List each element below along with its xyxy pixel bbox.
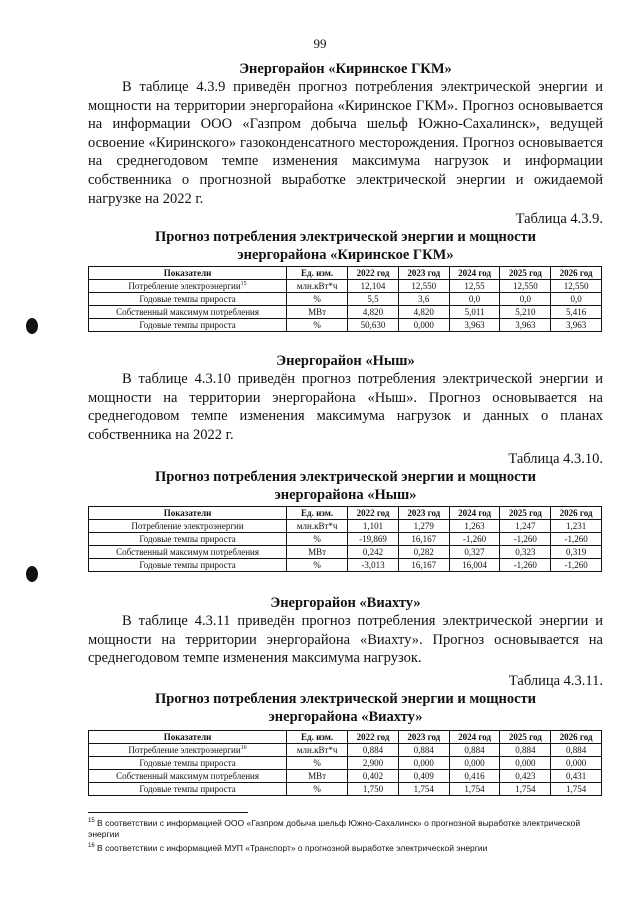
value-cell: 12,550 bbox=[500, 280, 551, 293]
value-cell: -1,260 bbox=[551, 533, 602, 546]
row-label-cell bbox=[89, 744, 287, 757]
value-cell: 3,963 bbox=[551, 319, 602, 332]
table-number: Таблица 4.3.10. bbox=[508, 451, 603, 467]
row-label: Годовые темпы прироста bbox=[139, 320, 236, 330]
value-cell: -19,869 bbox=[348, 533, 399, 546]
table-row bbox=[89, 319, 602, 332]
row-label-cell bbox=[89, 559, 287, 572]
row-label-cell bbox=[89, 770, 287, 783]
column-header: 2023 год bbox=[398, 507, 449, 520]
value-cell: 0,0 bbox=[500, 293, 551, 306]
column-header: 2022 год bbox=[348, 267, 399, 280]
column-header: 2023 год bbox=[398, 267, 449, 280]
value-cell: 16,167 bbox=[398, 559, 449, 572]
column-header: 2026 год bbox=[551, 731, 602, 744]
value-cell: 1,279 bbox=[398, 520, 449, 533]
row-label-cell bbox=[89, 306, 287, 319]
value-cell: 12,550 bbox=[551, 280, 602, 293]
section-paragraph: В таблице 4.3.10 приведён прогноз потребления электрической энергии и мощности на территории энергорайона «Ныш». Прогноз основывается на среднегодовом темпе изменения максимума нагрузок и данных о планах собственника на 2022 г. bbox=[88, 371, 603, 443]
section-paragraph: В таблице 4.3.11 приведён прогноз потребления электрической энергии и мощности на территории энергорайона «Виахту». Прогноз основывается на среднегодовом темпе изменения максимума нагрузок. bbox=[88, 613, 603, 667]
column-header: 2024 год bbox=[449, 731, 500, 744]
value-cell: 0,319 bbox=[551, 546, 602, 559]
table-row bbox=[89, 293, 602, 306]
row-label: Потребление электроэнергии bbox=[131, 521, 244, 531]
unit-cell: % bbox=[287, 757, 348, 770]
page-number: 99 bbox=[313, 36, 327, 51]
column-header: Ед. изм. bbox=[287, 267, 348, 280]
section-nysh bbox=[88, 352, 603, 444]
value-cell: 0,000 bbox=[449, 757, 500, 770]
table-number: Таблица 4.3.11. bbox=[508, 673, 603, 689]
value-cell: 1,263 bbox=[449, 520, 500, 533]
column-header: 2023 год bbox=[398, 731, 449, 744]
row-label: Годовые темпы прироста bbox=[139, 294, 236, 304]
column-header: Показатели bbox=[89, 267, 287, 280]
column-header: Показатели bbox=[89, 731, 287, 744]
table-caption-4-3-10 bbox=[88, 450, 603, 504]
row-label: Собственный максимум потребления bbox=[116, 547, 259, 557]
column-header: 2025 год bbox=[500, 507, 551, 520]
table-row bbox=[89, 783, 602, 796]
unit-cell: МВт bbox=[287, 306, 348, 319]
value-cell: 3,963 bbox=[500, 319, 551, 332]
table-row bbox=[89, 280, 602, 293]
table-row bbox=[89, 533, 602, 546]
value-cell: -3,013 bbox=[348, 559, 399, 572]
hole-punch-mark bbox=[26, 566, 38, 582]
value-cell: 12,550 bbox=[398, 280, 449, 293]
table-caption-4-3-11 bbox=[88, 672, 603, 726]
value-cell: 50,630 bbox=[348, 319, 399, 332]
unit-cell: МВт bbox=[287, 546, 348, 559]
value-cell: 0,402 bbox=[348, 770, 399, 783]
value-cell: 1,754 bbox=[398, 783, 449, 796]
value-cell: 5,416 bbox=[551, 306, 602, 319]
row-label: Годовые темпы прироста bbox=[139, 758, 236, 768]
column-header: 2022 год bbox=[348, 731, 399, 744]
column-header: 2025 год bbox=[500, 267, 551, 280]
row-label: Собственный максимум потребления bbox=[116, 771, 259, 781]
value-cell: 16,004 bbox=[449, 559, 500, 572]
value-cell: -1,260 bbox=[500, 559, 551, 572]
table-number: Таблица 4.3.9. bbox=[515, 211, 603, 227]
value-cell: 3,6 bbox=[398, 293, 449, 306]
row-label-cell bbox=[89, 280, 287, 293]
forecast-table-viakhtu bbox=[88, 730, 602, 796]
value-cell: 0,323 bbox=[500, 546, 551, 559]
row-label-cell bbox=[89, 546, 287, 559]
value-cell: 0,327 bbox=[449, 546, 500, 559]
footnote-mark: 15 bbox=[88, 818, 95, 825]
row-label-cell bbox=[89, 757, 287, 770]
value-cell: 1,247 bbox=[500, 520, 551, 533]
value-cell: -1,260 bbox=[551, 559, 602, 572]
value-cell: 0,431 bbox=[551, 770, 602, 783]
table-title-line1: Прогноз потребления электрической энергии и мощности bbox=[154, 229, 537, 245]
section-kirinskoe bbox=[88, 60, 603, 208]
footnote-text: В соответствии с информацией МУП «Транспорт» о прогнозной выработке электрической энергии bbox=[94, 843, 488, 853]
footnote-divider bbox=[88, 812, 248, 813]
column-header: 2026 год bbox=[551, 507, 602, 520]
unit-cell: млн.кВт*ч bbox=[287, 280, 348, 293]
value-cell: 0,884 bbox=[449, 744, 500, 757]
value-cell: 0,000 bbox=[551, 757, 602, 770]
column-header: Ед. изм. bbox=[287, 507, 348, 520]
value-cell: 4,820 bbox=[348, 306, 399, 319]
value-cell: 3,963 bbox=[449, 319, 500, 332]
table-header-row bbox=[89, 267, 602, 280]
table-header-row bbox=[89, 731, 602, 744]
column-header: 2024 год bbox=[449, 507, 500, 520]
section-viakhtu bbox=[88, 594, 603, 668]
footnote-ref: 16 bbox=[240, 745, 247, 751]
column-header: 2026 год bbox=[551, 267, 602, 280]
table-title-line1: Прогноз потребления электрической энергии и мощности bbox=[154, 691, 537, 707]
unit-cell: млн.кВт*ч bbox=[287, 744, 348, 757]
value-cell: 0,884 bbox=[551, 744, 602, 757]
unit-cell: млн.кВт*ч bbox=[287, 520, 348, 533]
value-cell: 1,754 bbox=[449, 783, 500, 796]
forecast-table-nysh bbox=[88, 506, 602, 572]
table-row bbox=[89, 520, 602, 533]
unit-cell: % bbox=[287, 533, 348, 546]
column-header: 2022 год bbox=[348, 507, 399, 520]
table-row bbox=[89, 770, 602, 783]
value-cell: 0,000 bbox=[500, 757, 551, 770]
table-row bbox=[89, 306, 602, 319]
table-row bbox=[89, 744, 602, 757]
value-cell: 0,282 bbox=[398, 546, 449, 559]
table-row bbox=[89, 757, 602, 770]
table-header-row bbox=[89, 507, 602, 520]
section-heading: Энергорайон «Виахту» bbox=[270, 595, 421, 611]
table-title-line2: энергорайона «Киринское ГКМ» bbox=[237, 247, 454, 263]
value-cell: 5,210 bbox=[500, 306, 551, 319]
footnote-text: В соответствии с информацией ООО «Газпром добыча шельф Южно-Сахалинск» о прогнозной выработке электрической энергии bbox=[88, 818, 581, 839]
value-cell: 1,754 bbox=[500, 783, 551, 796]
row-label: Потребление электроэнергии bbox=[128, 281, 241, 291]
value-cell: 2,900 bbox=[348, 757, 399, 770]
forecast-table-kirinskoe bbox=[88, 266, 602, 332]
value-cell: 12,55 bbox=[449, 280, 500, 293]
hole-punch-mark bbox=[26, 318, 38, 334]
value-cell: 0,0 bbox=[551, 293, 602, 306]
value-cell: 0,884 bbox=[398, 744, 449, 757]
section-paragraph: В таблице 4.3.9 приведён прогноз потребления электрической энергии и мощности на территории энергорайона «Киринское ГКМ». Прогноз основывается на информации ООО «Газпром добыча шельф Южно-Сахалинск», ведущей освоение «Киринского» газоконденсатного месторождения. Прогноз основывается на среднегодовом темпе изменения максимума нагрузок и информации собственника о прогнозной выработке электрической энергии и ожидаемой нагрузке на 2022 г. bbox=[88, 79, 603, 207]
value-cell: 0,884 bbox=[500, 744, 551, 757]
table-title-line2: энергорайона «Ныш» bbox=[274, 487, 417, 503]
section-heading: Энергорайон «Киринское ГКМ» bbox=[239, 61, 452, 77]
value-cell: 0,423 bbox=[500, 770, 551, 783]
table-title-line2: энергорайона «Виахту» bbox=[268, 709, 423, 725]
column-header: 2025 год bbox=[500, 731, 551, 744]
value-cell: 0,884 bbox=[348, 744, 399, 757]
row-label-cell bbox=[89, 520, 287, 533]
value-cell: -1,260 bbox=[449, 533, 500, 546]
table-caption-4-3-9 bbox=[88, 210, 603, 264]
value-cell: 0,409 bbox=[398, 770, 449, 783]
unit-cell: % bbox=[287, 319, 348, 332]
value-cell: 0,0 bbox=[449, 293, 500, 306]
footnote-ref: 15 bbox=[240, 281, 247, 287]
table-row bbox=[89, 546, 602, 559]
unit-cell: МВт bbox=[287, 770, 348, 783]
value-cell: 5,5 bbox=[348, 293, 399, 306]
row-label-cell bbox=[89, 533, 287, 546]
row-label-cell bbox=[89, 319, 287, 332]
row-label: Годовые темпы прироста bbox=[139, 560, 236, 570]
value-cell: -1,260 bbox=[500, 533, 551, 546]
value-cell: 5,011 bbox=[449, 306, 500, 319]
value-cell: 4,820 bbox=[398, 306, 449, 319]
column-header: Показатели bbox=[89, 507, 287, 520]
row-label: Годовые темпы прироста bbox=[139, 534, 236, 544]
unit-cell: % bbox=[287, 783, 348, 796]
value-cell: 1,750 bbox=[348, 783, 399, 796]
row-label-cell bbox=[89, 293, 287, 306]
table-row bbox=[89, 559, 602, 572]
value-cell: 0,416 bbox=[449, 770, 500, 783]
value-cell: 0,000 bbox=[398, 319, 449, 332]
column-header: Ед. изм. bbox=[287, 731, 348, 744]
row-label: Годовые темпы прироста bbox=[139, 784, 236, 794]
footnote-mark: 16 bbox=[88, 843, 95, 850]
column-header: 2024 год bbox=[449, 267, 500, 280]
value-cell: 1,101 bbox=[348, 520, 399, 533]
unit-cell: % bbox=[287, 293, 348, 306]
value-cell: 16,167 bbox=[398, 533, 449, 546]
value-cell: 1,754 bbox=[551, 783, 602, 796]
value-cell: 0,000 bbox=[398, 757, 449, 770]
value-cell: 12,104 bbox=[348, 280, 399, 293]
section-heading: Энергорайон «Ныш» bbox=[276, 353, 415, 369]
value-cell: 0,242 bbox=[348, 546, 399, 559]
table-title-line1: Прогноз потребления электрической энергии и мощности bbox=[154, 469, 537, 485]
row-label: Потребление электроэнергии bbox=[128, 745, 241, 755]
row-label-cell bbox=[89, 783, 287, 796]
unit-cell: % bbox=[287, 559, 348, 572]
footnote-16 bbox=[88, 843, 603, 854]
row-label: Собственный максимум потребления bbox=[116, 307, 259, 317]
footnote-15 bbox=[88, 818, 603, 840]
value-cell: 1,231 bbox=[551, 520, 602, 533]
